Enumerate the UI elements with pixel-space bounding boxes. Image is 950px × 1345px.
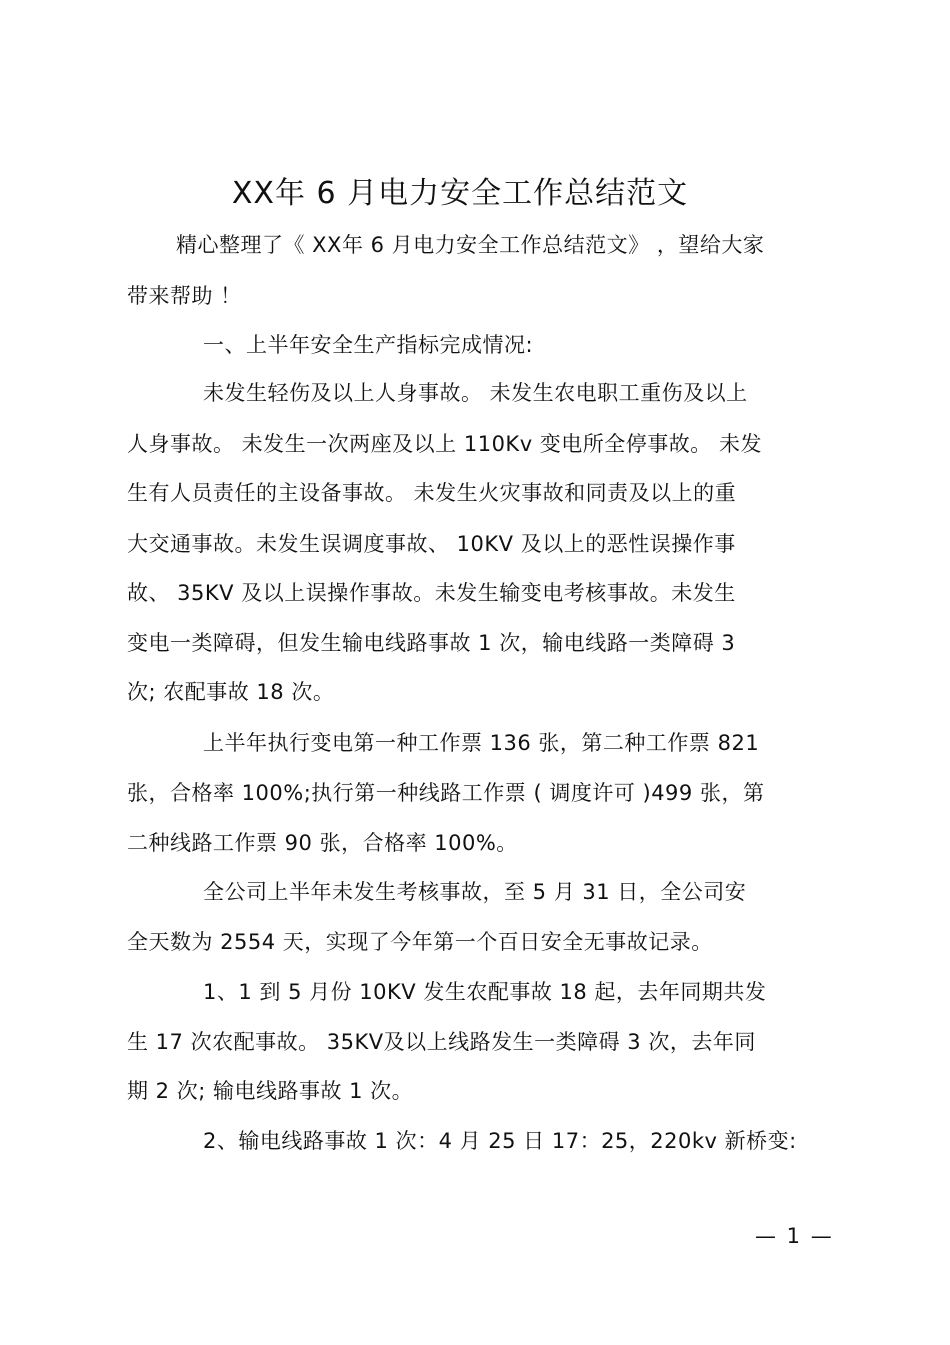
paragraph-line: 二种线路工作票 90 张，合格率 100%。 <box>127 831 518 855</box>
paragraph-line: 故、 35KV 及以上误操作事故。未发生输变电考核事故。未发生 <box>127 581 736 605</box>
paragraph-line: 上半年执行变电第一种工作票 136 张，第二种工作票 821 <box>203 731 760 755</box>
paragraph-line: 生 17 次农配事故。 35KV及以上线路发生一类障碍 3 次，去年同 <box>127 1030 756 1054</box>
paragraph-line: 期 2 次; 输电线路事故 1 次。 <box>127 1079 414 1103</box>
paragraph-line: 2、输电线路事故 1 次：4 月 25 日 17：25，220kv 新桥变: <box>203 1129 797 1153</box>
paragraph-line: 全公司上半年未发生考核事故，至 5 月 31 日，全公司安 <box>203 880 747 904</box>
paragraph-line: 带来帮助 ！ <box>127 284 242 308</box>
paragraph-line: 人身事故。 未发生一次两座及以上 110Kv 变电所全停事故。 未发 <box>127 432 762 456</box>
paragraph-line: 变电一类障碍，但发生输电线路事故 1 次，输电线路一类障碍 3 <box>127 631 736 655</box>
paragraph-line: 未发生轻伤及以上人身事故。 未发生农电职工重伤及以上 <box>203 381 748 405</box>
paragraph-line: 一、上半年安全生产指标完成情况: <box>203 333 534 357</box>
paragraph-line: 1、1 到 5 月份 10KV 发生农配事故 18 起，去年同期共发 <box>203 980 767 1004</box>
paragraph-line: 全天数为 2554 天，实现了今年第一个百日安全无事故记录。 <box>127 930 713 954</box>
paragraph-line: 大交通事故。未发生误调度事故、 10KV 及以上的恶性误操作事 <box>127 532 736 556</box>
paragraph-line: 生有人员责任的主设备事故。 未发生火灾事故和同责及以上的重 <box>127 481 737 505</box>
paragraph-line: 次; 农配事故 18 次。 <box>127 680 335 704</box>
page-number: — 1 — <box>755 1224 834 1248</box>
paragraph-line: 张，合格率 100%;执行第一种线路工作票 ( 调度许可 )499 张，第 <box>127 781 765 805</box>
paragraph-line: 精心整理了《 XX年 6 月电力安全工作总结范文》 ，望给大家 <box>176 233 765 257</box>
document-title: XX年 6 月电力安全工作总结范文 <box>231 176 689 211</box>
